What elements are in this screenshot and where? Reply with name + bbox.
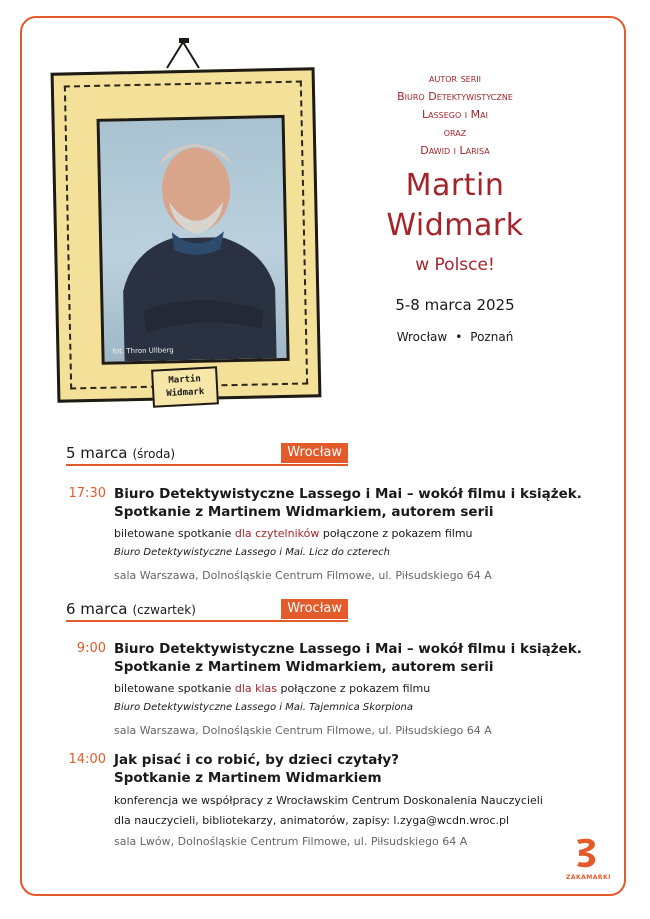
portrait-frame	[48, 30, 338, 410]
event-info-line-2: dla nauczycieli, bibliotekarzy, animatorów, zapisy: l.zyga@wcdn.wroc.pl	[114, 814, 510, 827]
author-photo	[97, 115, 290, 365]
city-badge: Wrocław	[281, 443, 348, 463]
publisher-logo	[566, 836, 611, 881]
event-dates: 5-8 marca 2025	[395, 296, 515, 314]
photo-credit: fot. Thron Ullberg	[112, 346, 174, 356]
event-description	[114, 679, 614, 698]
day-weekday: (środa)	[132, 447, 176, 461]
plaque-line-1: Martin	[168, 374, 202, 386]
city-badge: Wrocław	[281, 599, 348, 619]
series-2: Dawid i Larisa	[420, 144, 490, 157]
nail-icon	[163, 38, 203, 72]
city-poznan: Poznań	[470, 330, 514, 344]
event-title-line-2: Spotkanie z Martinem Widmarkiem, autorem serii	[114, 659, 494, 675]
zakamarki-logo-icon	[571, 836, 601, 870]
city-wroclaw: Wrocław	[396, 330, 448, 344]
event-title-line-2: Spotkanie z Martinem Widmarkiem, autorem serii	[114, 504, 494, 520]
event-title-line-2: Spotkanie z Martinem Widmarkiem	[114, 770, 382, 786]
separator-bullet: •	[455, 330, 463, 344]
cities-line	[350, 330, 560, 344]
series-1-line-2: Lassego i Mai	[422, 108, 488, 121]
event-film: Biuro Detektywistyczne Lassego i Mai. Tajemnica Skorpiona	[114, 702, 413, 713]
portrait-illustration	[100, 118, 287, 362]
header-title-block	[350, 70, 560, 344]
event-title-line-1: Jak pisać i co robić, by dzieci czytały?	[114, 752, 399, 768]
event-info-line-1: konferencja we współpracy z Wrocławskim Centrum Doskonalenia Nauczycieli	[114, 794, 543, 807]
desc-post: połączone z pokazem filmu	[277, 682, 431, 695]
event-time: 14:00	[68, 752, 106, 767]
logo-text: ZAKAMARKI	[566, 874, 611, 881]
day-date: 5 marca	[66, 444, 128, 462]
day-date: 6 marca	[66, 600, 128, 618]
plaque-line-2: Widmark	[166, 387, 205, 399]
event-body	[114, 640, 614, 740]
desc-highlight: dla klas	[234, 682, 278, 695]
day-header-1	[66, 442, 348, 466]
desc-post: połączone z pokazem filmu	[319, 527, 473, 540]
desc-pre: biletowane spotkanie	[114, 682, 235, 695]
author-prefix: autor serii	[429, 72, 481, 85]
event-venue: sala Warszawa, Dolnośląskie Centrum Filmowe, ul. Piłsudskiego 64 A	[114, 569, 492, 582]
event-body	[114, 485, 614, 585]
event-film: Biuro Detektywistyczne Lassego i Mai. Licz do czterech	[114, 547, 390, 558]
event-time: 9:00	[76, 641, 106, 656]
event-title-line-1: Biuro Detektywistyczne Lassego i Mai – wokół filmu i książek.	[114, 486, 582, 502]
desc-pre: biletowane spotkanie	[114, 527, 235, 540]
series-1-line-1: Biuro Detektywistyczne	[397, 90, 513, 103]
day-header-2	[66, 598, 348, 622]
author-last-name: Widmark	[386, 208, 524, 243]
event-title-line-1: Biuro Detektywistyczne Lassego i Mai – wokół filmu i książek.	[114, 641, 582, 657]
desc-highlight: dla czytelników	[234, 527, 320, 540]
author-first-name: Martin	[405, 168, 505, 203]
subtitle: w Polsce!	[415, 255, 495, 275]
name-plaque	[151, 366, 219, 407]
conjunction: oraz	[443, 126, 467, 139]
event-venue: sala Lwów, Dolnośląskie Centrum Filmowe, ul. Piłsudskiego 64 A	[114, 835, 468, 848]
event-time: 17:30	[68, 486, 106, 501]
event-body	[114, 751, 614, 851]
event-description	[114, 524, 614, 543]
day-weekday: (czwartek)	[132, 603, 196, 617]
picture-frame	[51, 67, 322, 402]
event-venue: sala Warszawa, Dolnośląskie Centrum Filmowe, ul. Piłsudskiego 64 A	[114, 724, 492, 737]
